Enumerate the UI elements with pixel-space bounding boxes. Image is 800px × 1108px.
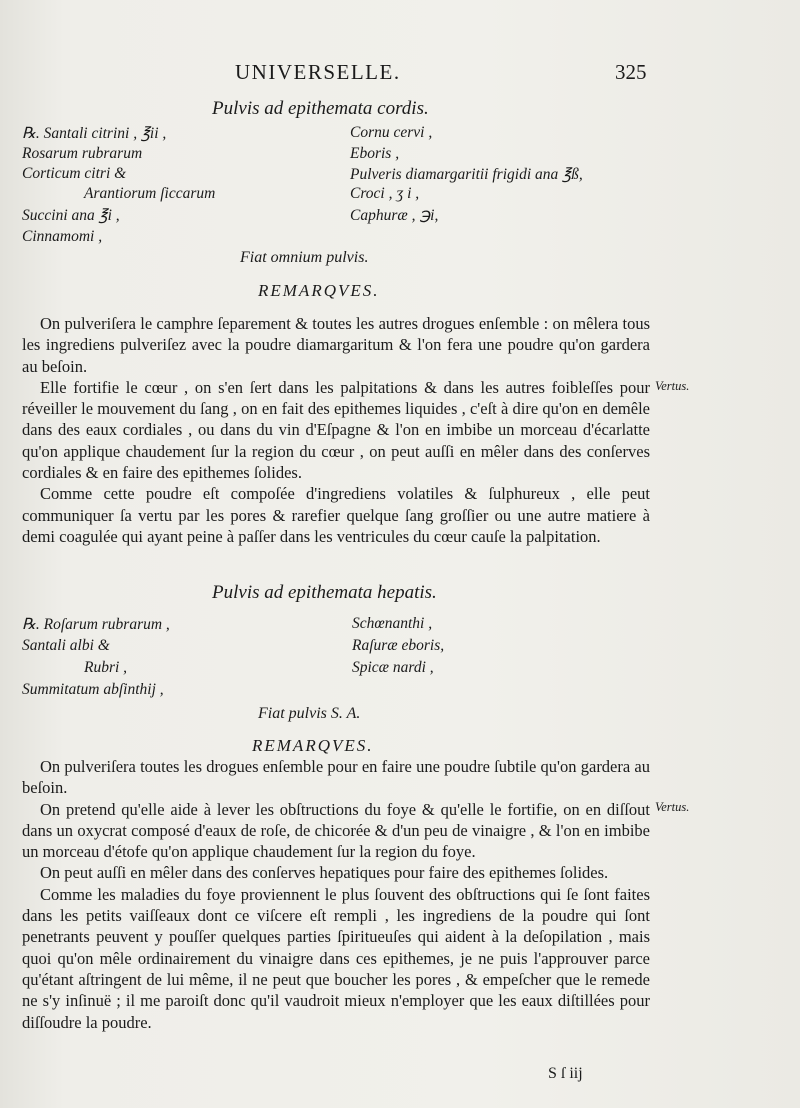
ingredient: Rosarum rubrarum <box>22 145 143 162</box>
remarques-heading: REMARQVES. <box>252 736 374 755</box>
remarques-heading: REMARQVES. <box>258 281 380 300</box>
ingredient: Spicæ nardi , <box>352 659 434 676</box>
recipe-title-cordis: Pulvis ad epithemata cordis. <box>212 98 429 119</box>
ingredient: ℞. Roſarum rubrarum , <box>22 616 170 633</box>
ingredient: Succini ana ℥i , <box>22 207 120 224</box>
paragraph: On pulveriſera toutes les drogues enſemble pour en faire une poudre ſubtile qu'on gardera au beſoin. <box>22 757 650 798</box>
ingredient: Eboris , <box>350 145 400 162</box>
page-number: 325 <box>615 60 647 84</box>
paragraph: On peut auſſi en mêler dans des conſerves hepatiques pour faire des epithemes ſolides. <box>40 863 609 883</box>
ingredient: Arantiorum ſiccarum <box>84 185 216 202</box>
ingredient: Caphuræ , ℈i, <box>350 207 439 224</box>
ingredient: Cornu cervi , <box>350 124 433 141</box>
ingredient: Santali albi & <box>22 637 110 654</box>
ingredient: ℞. Santali citrini , ℥ii , <box>22 125 167 142</box>
paragraph: On pretend qu'elle aide à lever les obſtructions du foye & qu'elle le fortifie, on en diſſout dans un oxycrat composé d'eaux de roſe, de chicorée & d'un peu de vinaigre , & l'on en imbibe un morceau d'étofe qu'on applique chaudement ſur la region du foye. <box>22 799 650 862</box>
paragraph: On pulveriſera le camphre ſeparement & toutes les autres drogues enſemble : on mêlera tous les ingrediens pulveriſez avec la poudre diamargaritum & l'on fera une poudre qu'on gardera au beſoin. <box>22 314 650 376</box>
fiat-line: Fiat pulvis S. A. <box>258 705 361 722</box>
ingredient: Raſuræ eboris, <box>352 637 445 654</box>
ingredient: Rubri , <box>84 659 128 676</box>
ingredient: Pulveris diamargaritii frigidi ana ℥ß, <box>350 166 583 183</box>
remarks-body-hepatis <box>22 756 650 1033</box>
ingredient: Schœnanthi , <box>352 615 433 632</box>
ingredient: Summitatum abſinthij , <box>22 681 164 698</box>
running-head: UNIVERSELLE. <box>235 60 401 84</box>
ingredient: Croci , ʒ i , <box>350 185 420 202</box>
margin-note-vertus: Vertus. <box>655 379 690 393</box>
signature-mark: S ſ iij <box>548 1065 583 1082</box>
ingredient: Corticum citri & <box>22 165 127 182</box>
paragraph: Comme les maladies du foye proviennent le plus ſouvent des obſtructions qui ſe ſont faites dans les petits vaiſſeaux dont ce viſcere eſt rempli , les ingrediens de la poudre qui ſont penetrants peuvent y pouſſer quelques parties ſpiritueuſes qui aident à la deſopilation , mais quoi qu'on mêle ordinairement du vinaigre dans ces epithemes, je ne puis l'approuver parce qu'étant aſtringent de lui même, il ne peut que boucher les pores , & empeſcher que le remede ne s'y inſinuë ; il me paroiſt donc qu'il vaudroit mieux n'employer que les eaux diſtillées pour diſſoudre la poudre. <box>22 884 650 1032</box>
fiat-line: Fiat omnium pulvis. <box>240 249 369 266</box>
ingredient: Cinnamomi , <box>22 228 103 245</box>
recipe-title-hepatis: Pulvis ad epithemata hepatis. <box>212 582 437 603</box>
paragraph: Elle fortifie le cœur , on s'en ſert dans les palpitations & dans les autres foibleſſes pour réveiller le mouvement du ſang , on en fait des epithemes liquides , c'eſt à dire qu'on en demêle dans des eaux cordiales , ou dans du vin d'Eſpagne & l'on en imbibe un morceau d'écarlatte qu'on applique chaudement ſur la region du cœur , on peut auſſi en mêler dans des conſerves cordiales & en faire des epithemes ſolides. <box>22 377 650 483</box>
remarks-body-cordis <box>22 313 650 547</box>
paragraph: Comme cette poudre eſt compoſée d'ingrediens volatiles & ſulphureux , elle peut communiquer ſa vertu par les pores & rarefier quelque ſang groſſier ou une autre matiere à demi coagulée qui ayant peine à paſſer dans les ventricules du cœur cauſe la palpitation. <box>22 484 650 546</box>
margin-note-vertus: Vertus. <box>655 800 690 814</box>
